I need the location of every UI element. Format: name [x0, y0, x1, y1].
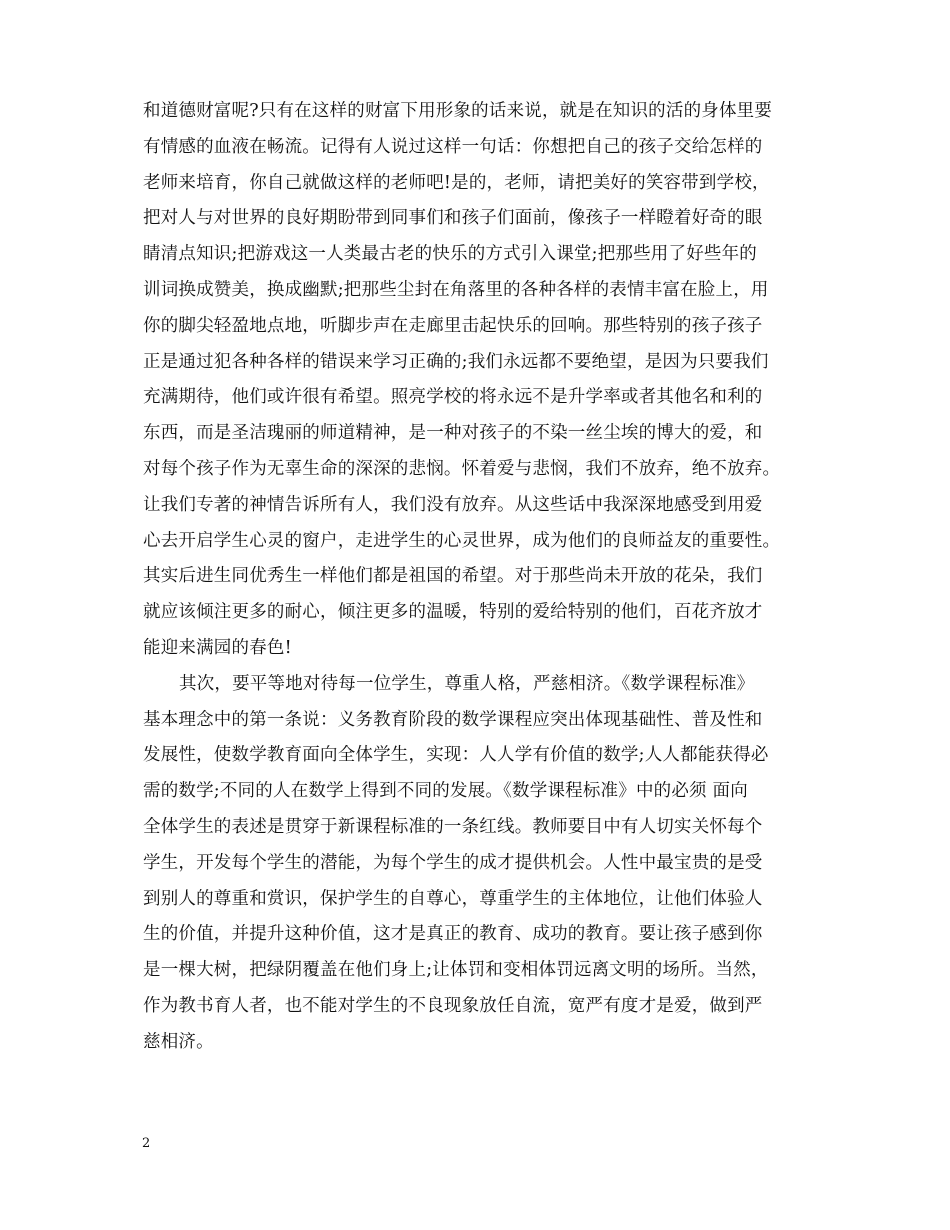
- text-line: 正是通过犯各种各样的错误来学习正确的;我们永远都不要绝望，是因为只要我们: [143, 351, 769, 372]
- text-line: 对每个孩子作为无辜生命的深深的悲悯。怀着爱与悲悯，我们不放弃，绝不放弃。: [143, 458, 781, 479]
- text-line: 把对人与对世界的良好期盼带到同事们和孩子们面前，像孩子一样瞪着好奇的眼: [143, 208, 763, 229]
- text-line: 作为教书育人者，也不能对学生的不良现象放任自流，宽严有度才是爱，做到严: [143, 995, 763, 1016]
- text-line: 慈相济。: [143, 1031, 214, 1052]
- text-line: 训词换成赞美，换成幽默;把那些尘封在角落里的各种各样的表情丰富在脸上，用: [143, 279, 769, 300]
- text-line: 和道德财富呢?只有在这样的财富下用形象的话来说，就是在知识的活的身体里要: [143, 101, 773, 121]
- text-line: 就应该倾注更多的耐心，倾注更多的温暖，特别的爱给特别的他们，百花齐放才: [143, 602, 763, 623]
- text-line: 是一棵大树，把绿阴覆盖在他们身上;让体罚和变相体罚远离文明的场所。当然，: [143, 960, 769, 981]
- text-line: 生的价值，并提升这种价值，这才是真正的教育、成功的教育。要让孩子感到你: [143, 924, 763, 945]
- text-line: 需的数学;不同的人在数学上得到不同的发展。《数学课程标准》中的必须 面向: [143, 781, 748, 802]
- text-line: 能迎来满园的春色!: [143, 637, 292, 658]
- text-line: 全体学生的表述是贯穿于新课程标准的一条红线。教师要目中有人切实关怀每个: [143, 816, 763, 837]
- text-line: 发展性，使数学教育面向全体学生，实现：人人学有价值的数学;人人都能获得必: [143, 745, 769, 766]
- text-line: 其实后进生同优秀生一样他们都是祖国的希望。对于那些尚未开放的花朵，我们: [143, 566, 763, 587]
- text-line: 充满期待，他们或许很有希望。照亮学校的将永远不是升学率或者其他名和利的: [143, 387, 763, 408]
- page-number: 2: [142, 1136, 151, 1151]
- text-line: 有情感的血液在畅流。记得有人说过这样一句话：你想把自己的孩子交给怎样的: [143, 136, 763, 157]
- text-line: 到别人的尊重和赏识，保护学生的自尊心，尊重学生的主体地位，让他们体验人: [143, 888, 763, 909]
- text-line: 老师来培育，你自己就做这样的老师吧!是的，老师，请把美好的笑容带到学校，: [143, 172, 770, 193]
- text-line: 让我们专著的神情告诉所有人，我们没有放弃。从这些话中我深深地感受到用爱: [143, 494, 763, 515]
- text-line: 基本理念中的第一条说：义务教育阶段的数学课程应突出体现基础性、普及性和: [143, 709, 763, 730]
- text-line: 睛清点知识;把游戏这一人类最古老的快乐的方式引入课堂;把那些用了好些年的: [143, 244, 757, 265]
- document-body: [143, 94, 833, 1061]
- text-line: 东西，而是圣洁瑰丽的师道精神，是一种对孩子的不染一丝尘埃的博大的爱，和: [143, 423, 763, 444]
- text-line: 心去开启学生心灵的窗户，走进学生的心灵世界，成为他们的良师益友的重要性。: [143, 530, 781, 551]
- paragraph-first-line: 其次，要平等地对待每一位学生，尊重人格，严慈相济。《数学课程标准》: [179, 673, 755, 694]
- text-line: 你的脚尖轻盈地点地，听脚步声在走廊里击起快乐的回响。那些特别的孩子孩子: [143, 315, 763, 336]
- text-line: 学生，开发每个学生的潜能，为每个学生的成才提供机会。人性中最宝贵的是受: [143, 852, 763, 873]
